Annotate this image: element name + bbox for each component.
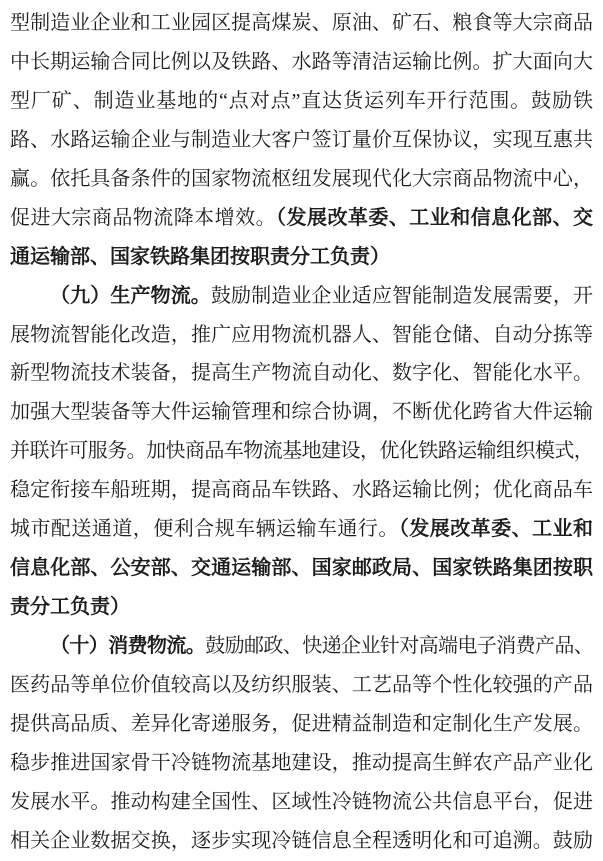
department-attribution-run: 通运输部、国家铁路集团按职责分工负责） — [10, 245, 390, 268]
text-line — [10, 783, 593, 822]
body-text-run: 路、水路运输企业与制造业大客户签订量价互保协议，实现互惠共 — [10, 128, 593, 151]
body-text-run: 赢。依托具备条件的国家物流枢纽发展现代化大宗商品物流中心， — [10, 167, 593, 190]
department-attribution-run: （发展改革委、工业和 — [398, 518, 594, 541]
text-line — [10, 822, 593, 861]
body-text-run: 鼓励制造业企业适应智能制造发展需要，开 — [210, 284, 594, 307]
text-line — [10, 316, 593, 355]
body-text-run: 鼓励邮政、快递企业针对高端电子消费产品、 — [205, 635, 593, 657]
text-line — [10, 588, 593, 627]
text-line — [10, 160, 593, 199]
body-text-run: 并联许可服务。加快商品车物流基地建设，优化铁路运输组织模式， — [10, 440, 593, 463]
section-heading-run: （十）消费物流。 — [50, 635, 206, 657]
text-line — [10, 354, 593, 393]
body-text-run: 相关企业数据交换，逐步实现冷链信息全程透明化和可追溯。鼓励 — [10, 829, 593, 852]
body-text-run: 发展水平。推动构建全国性、区域性冷链物流公共信息平台，促进 — [10, 790, 593, 813]
body-text-run: 中长期运输合同比例以及铁路、水路等清洁运输比例。扩大面向大 — [10, 50, 593, 73]
body-text-run: 促进大宗商品物流降本增效。 — [10, 206, 277, 229]
text-line — [10, 510, 593, 549]
department-attribution-run: 责分工负责） — [10, 596, 130, 619]
text-line — [10, 43, 593, 82]
text-line — [10, 549, 593, 588]
body-text-run: 型厂矿、制造业基地的“点对点”直达货运列车开行范围。鼓励铁 — [10, 89, 593, 112]
body-text-run: 城市配送通道，便利合规车辆运输车通行。 — [10, 518, 399, 541]
department-attribution-run: （发展改革委、工业和信息化部、交 — [276, 206, 594, 229]
body-text-run: 医药品等单位价值较高以及纺织服装、工艺品等个性化较强的产品 — [10, 673, 593, 696]
text-line — [10, 238, 593, 277]
body-text-run: 加强大型装备等大件运输管理和综合协调，不断优化跨省大件运输 — [10, 401, 593, 424]
text-line — [10, 432, 593, 471]
text-line — [10, 666, 593, 705]
text-line — [10, 744, 593, 783]
body-text-run: 展物流智能化改造，推广应用物流机器人、智能仓储、自动分拣等 — [10, 323, 593, 346]
body-text-run: 提供高品质、差异化寄递服务，促进精益制造和定制化生产发展。 — [10, 712, 593, 735]
text-line — [10, 627, 593, 666]
body-text-run: 型制造业企业和工业园区提高煤炭、原油、矿石、粮食等大宗商品 — [10, 12, 593, 34]
body-text-run: 稳步推进国家骨干冷链物流基地建设，推动提高生鲜农产品产业化 — [10, 751, 593, 774]
text-line — [10, 199, 593, 238]
text-line — [10, 471, 593, 510]
text-line — [10, 82, 593, 121]
text-line — [10, 705, 593, 744]
department-attribution-run: 信息化部、公安部、交通运输部、国家邮政局、国家铁路集团按职 — [10, 557, 593, 580]
text-line — [10, 4, 593, 43]
body-text-run: 新型物流技术装备，提高生产物流自动化、数字化、智能化水平。 — [10, 362, 593, 385]
text-line — [10, 121, 593, 160]
text-line — [10, 393, 593, 432]
body-text-run: 稳定衔接车船班期，提高商品车铁路、水路运输比例；优化商品车 — [10, 479, 593, 502]
section-heading-run: （九）生产物流。 — [50, 284, 211, 307]
text-line — [10, 277, 593, 316]
